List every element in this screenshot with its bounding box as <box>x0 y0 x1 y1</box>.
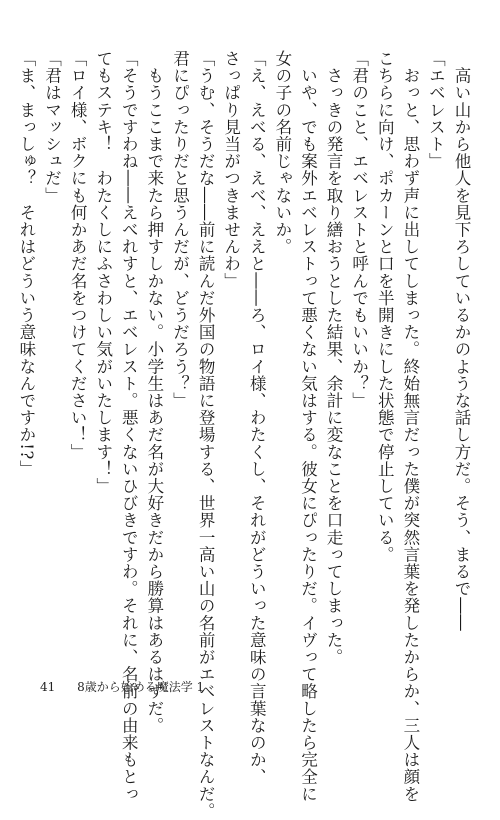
text-line: おっと、思わず声に出してしまった。終始無言だった僕が突然言葉を発したからか、三人は顔を <box>400 50 420 803</box>
page-footer <box>40 680 204 694</box>
page-number: 41 <box>40 680 56 694</box>
text-line: 「ロイ様、ボクにも何かあだ名をつけてください！」 <box>68 50 88 461</box>
text-line: 「エベレスト」 <box>426 50 446 170</box>
text-line: てもステキ！ わたくしにふさわしい気がいたします！」 <box>93 50 113 495</box>
text-line: 「え、えべる、えべ、ええと――ろ、ロイ様、わたくし、それがどういった意味の言葉なのか、 <box>247 50 267 786</box>
text-line: 「君のこと、エベレストと呼んでもいいか？」 <box>349 50 369 410</box>
text-line: もうここまで来たら押すしかない。小学生はあだ名が大好きだから勝算はあるはずだ。 <box>144 50 164 734</box>
text-line: 君にぴったりだと思うんだが、どうだろう？」 <box>170 50 190 410</box>
text-line: さっきの発言を取り繕おうとした結果、余計に変なことを口走ってしまった。 <box>324 50 344 666</box>
text-line: 「ま、まっしゅ？ それはどういう意味なんですか!?」 <box>16 50 36 478</box>
text-line: 「君はマッシュだ」 <box>42 50 62 204</box>
text-line: 「そうですわね――えべれすと、エベレスト。悪くないひびきですわ。それに、名前の由来もとっ <box>119 50 139 803</box>
text-line: さっぱり見当がつきませんわ」 <box>221 50 241 290</box>
text-line: 女の子の名前じゃないか。 <box>272 50 292 256</box>
text-line: 「うむ、そうだな――前に読んだ外国の物語に登場する、世界一高い山の名前がエベレストなんだ。 <box>196 50 216 820</box>
text-line: 高い山から他人を見下ろしているかのような話し方だ。そう、まるで―― <box>452 50 471 632</box>
text-line: いや、でも案外エベレストって悪くない気はする。彼女にぴったりだ。イヴって略したら完全に <box>298 50 318 803</box>
book-title: 8歳から始める魔法学 1 <box>77 680 205 694</box>
text-line: こちらに向け、ポカーンと口を半開きにした状態で停止している。 <box>375 50 395 563</box>
